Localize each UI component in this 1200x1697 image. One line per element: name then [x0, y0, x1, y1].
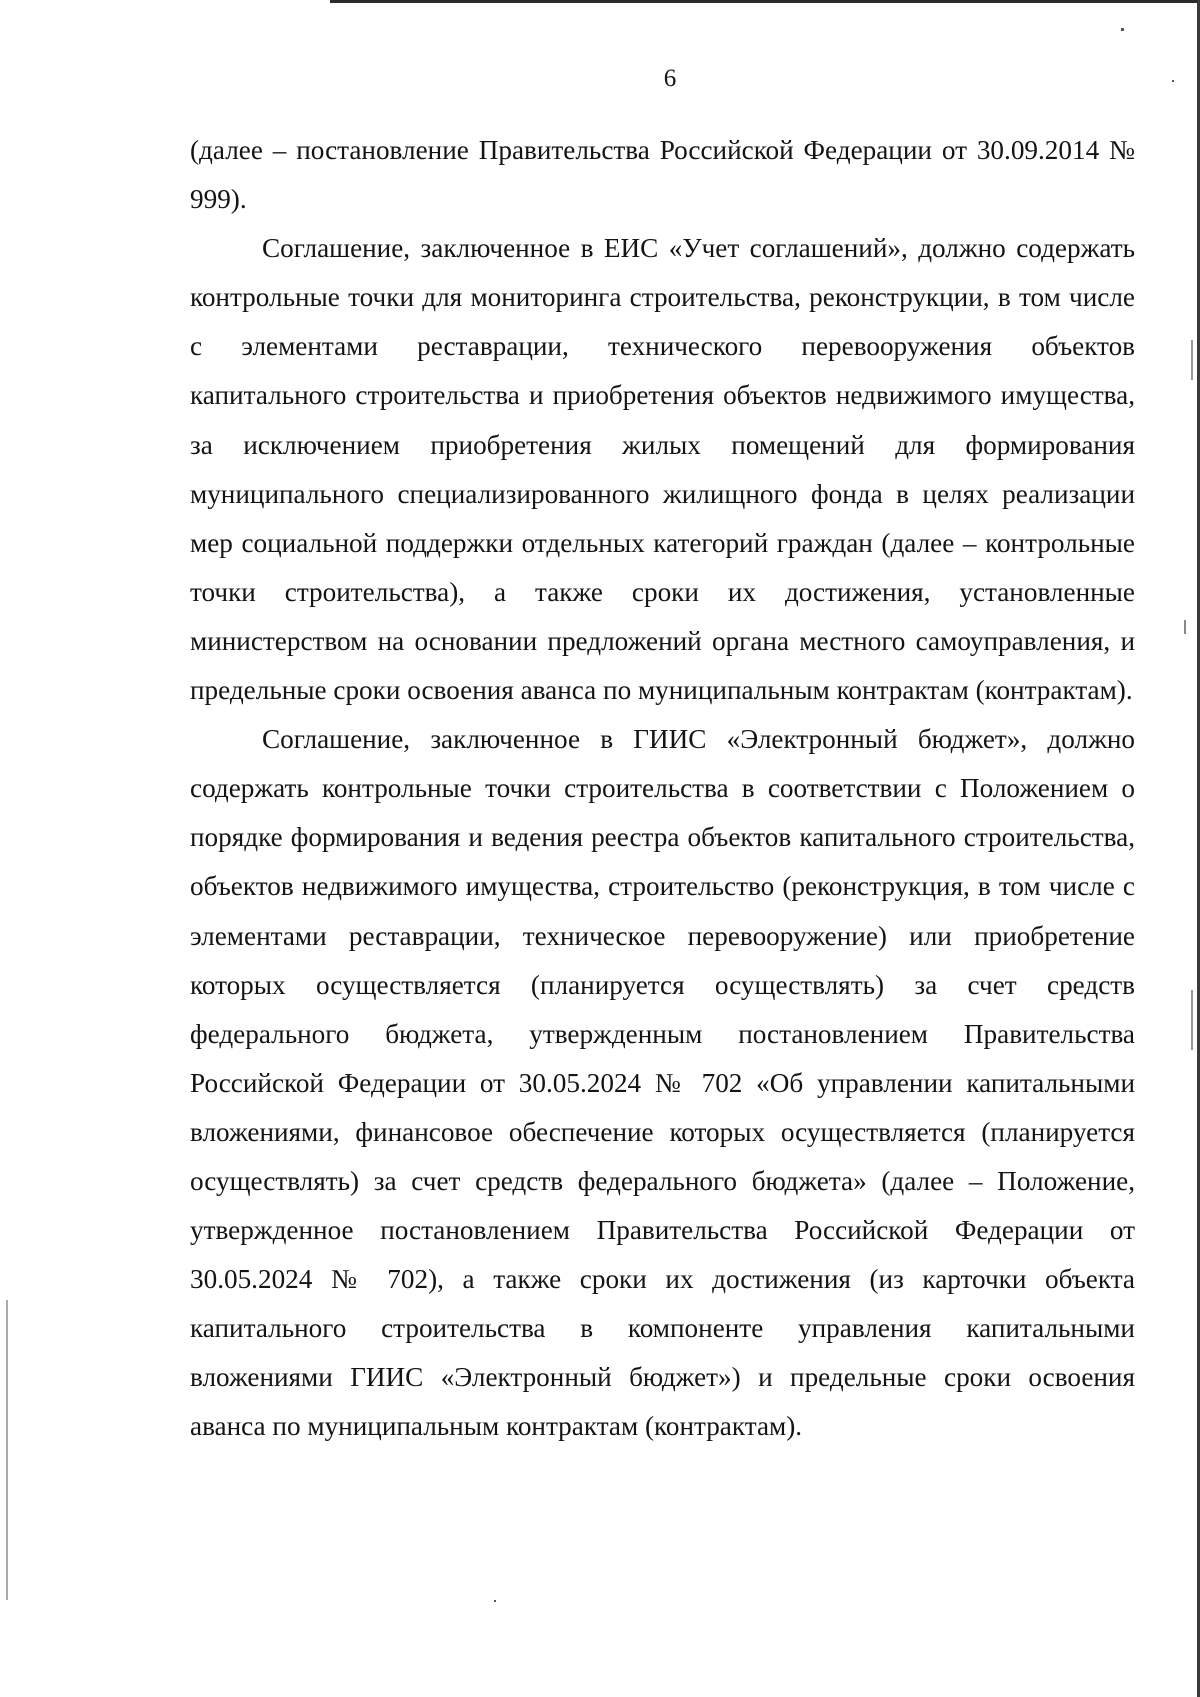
document-body	[190, 126, 1135, 1452]
scan-speck	[1191, 340, 1193, 380]
paragraph-continuation: (далее – постановление Правительства Российской Федерации от 30.09.2014 № 999).	[190, 135, 1135, 215]
paragraph-giis-agreement: Соглашение, заключенное в ГИИС «Электронный бюджет», должно содержать контрольные точки строительства в соответствии с Положением о порядке формирования и ведения реестра объектов капитального строительства, объектов недвижимого имущества, строительство (реконструкция, в том числе с элементами реставрации, техническое перевооружение) или приобретение которых осуществляется (планируется осуществлять) за счет средств федерального бюджета, утвержденным постановлением Правительства Российской Федерации от 30.05.2024 № 702 «Об управлении капитальными вложениями, финансовое обеспечение которых осуществляется (планируется осуществлять) за счет средств федерального бюджета» (далее – Положение, утвержденное постановлением Правительства Российской Федерации от 30.05.2024 № 702), а также сроки их достижения (из карточки объекта капитального строительства в компоненте управления капитальными вложениями ГИИС «Электронный бюджет») и предельные сроки освоения аванса по муниципальным контрактам (контрактам).	[190, 724, 1135, 1442]
paragraph-eis-agreement: Соглашение, заключенное в ЕИС «Учет соглашений», должно содержать контрольные точки для мониторинга строительства, реконструкции, в том числе с элементами реставрации, технического перевооружения объектов капитального строительства и приобретения объектов недвижимого имущества, за исключением приобретения жилых помещений для формирования муниципального специализированного жилищного фонда в целях реализации мер социальной поддержки отдельных категорий граждан (далее – контрольные точки строительства), а также сроки их достижения, установленные министерством на основании предложений органа местного самоуправления, и предельные сроки освоения аванса по муниципальным контрактам (контрактам).	[190, 233, 1135, 706]
scan-speck	[1184, 620, 1186, 634]
scan-speck	[494, 1600, 496, 1602]
scan-speck	[1121, 28, 1124, 31]
scan-speck	[1191, 990, 1193, 1050]
scan-speck	[1172, 80, 1174, 82]
scan-speck	[6, 1300, 8, 1600]
scan-top-edge	[330, 0, 1200, 3]
page-number: 6	[663, 65, 677, 92]
